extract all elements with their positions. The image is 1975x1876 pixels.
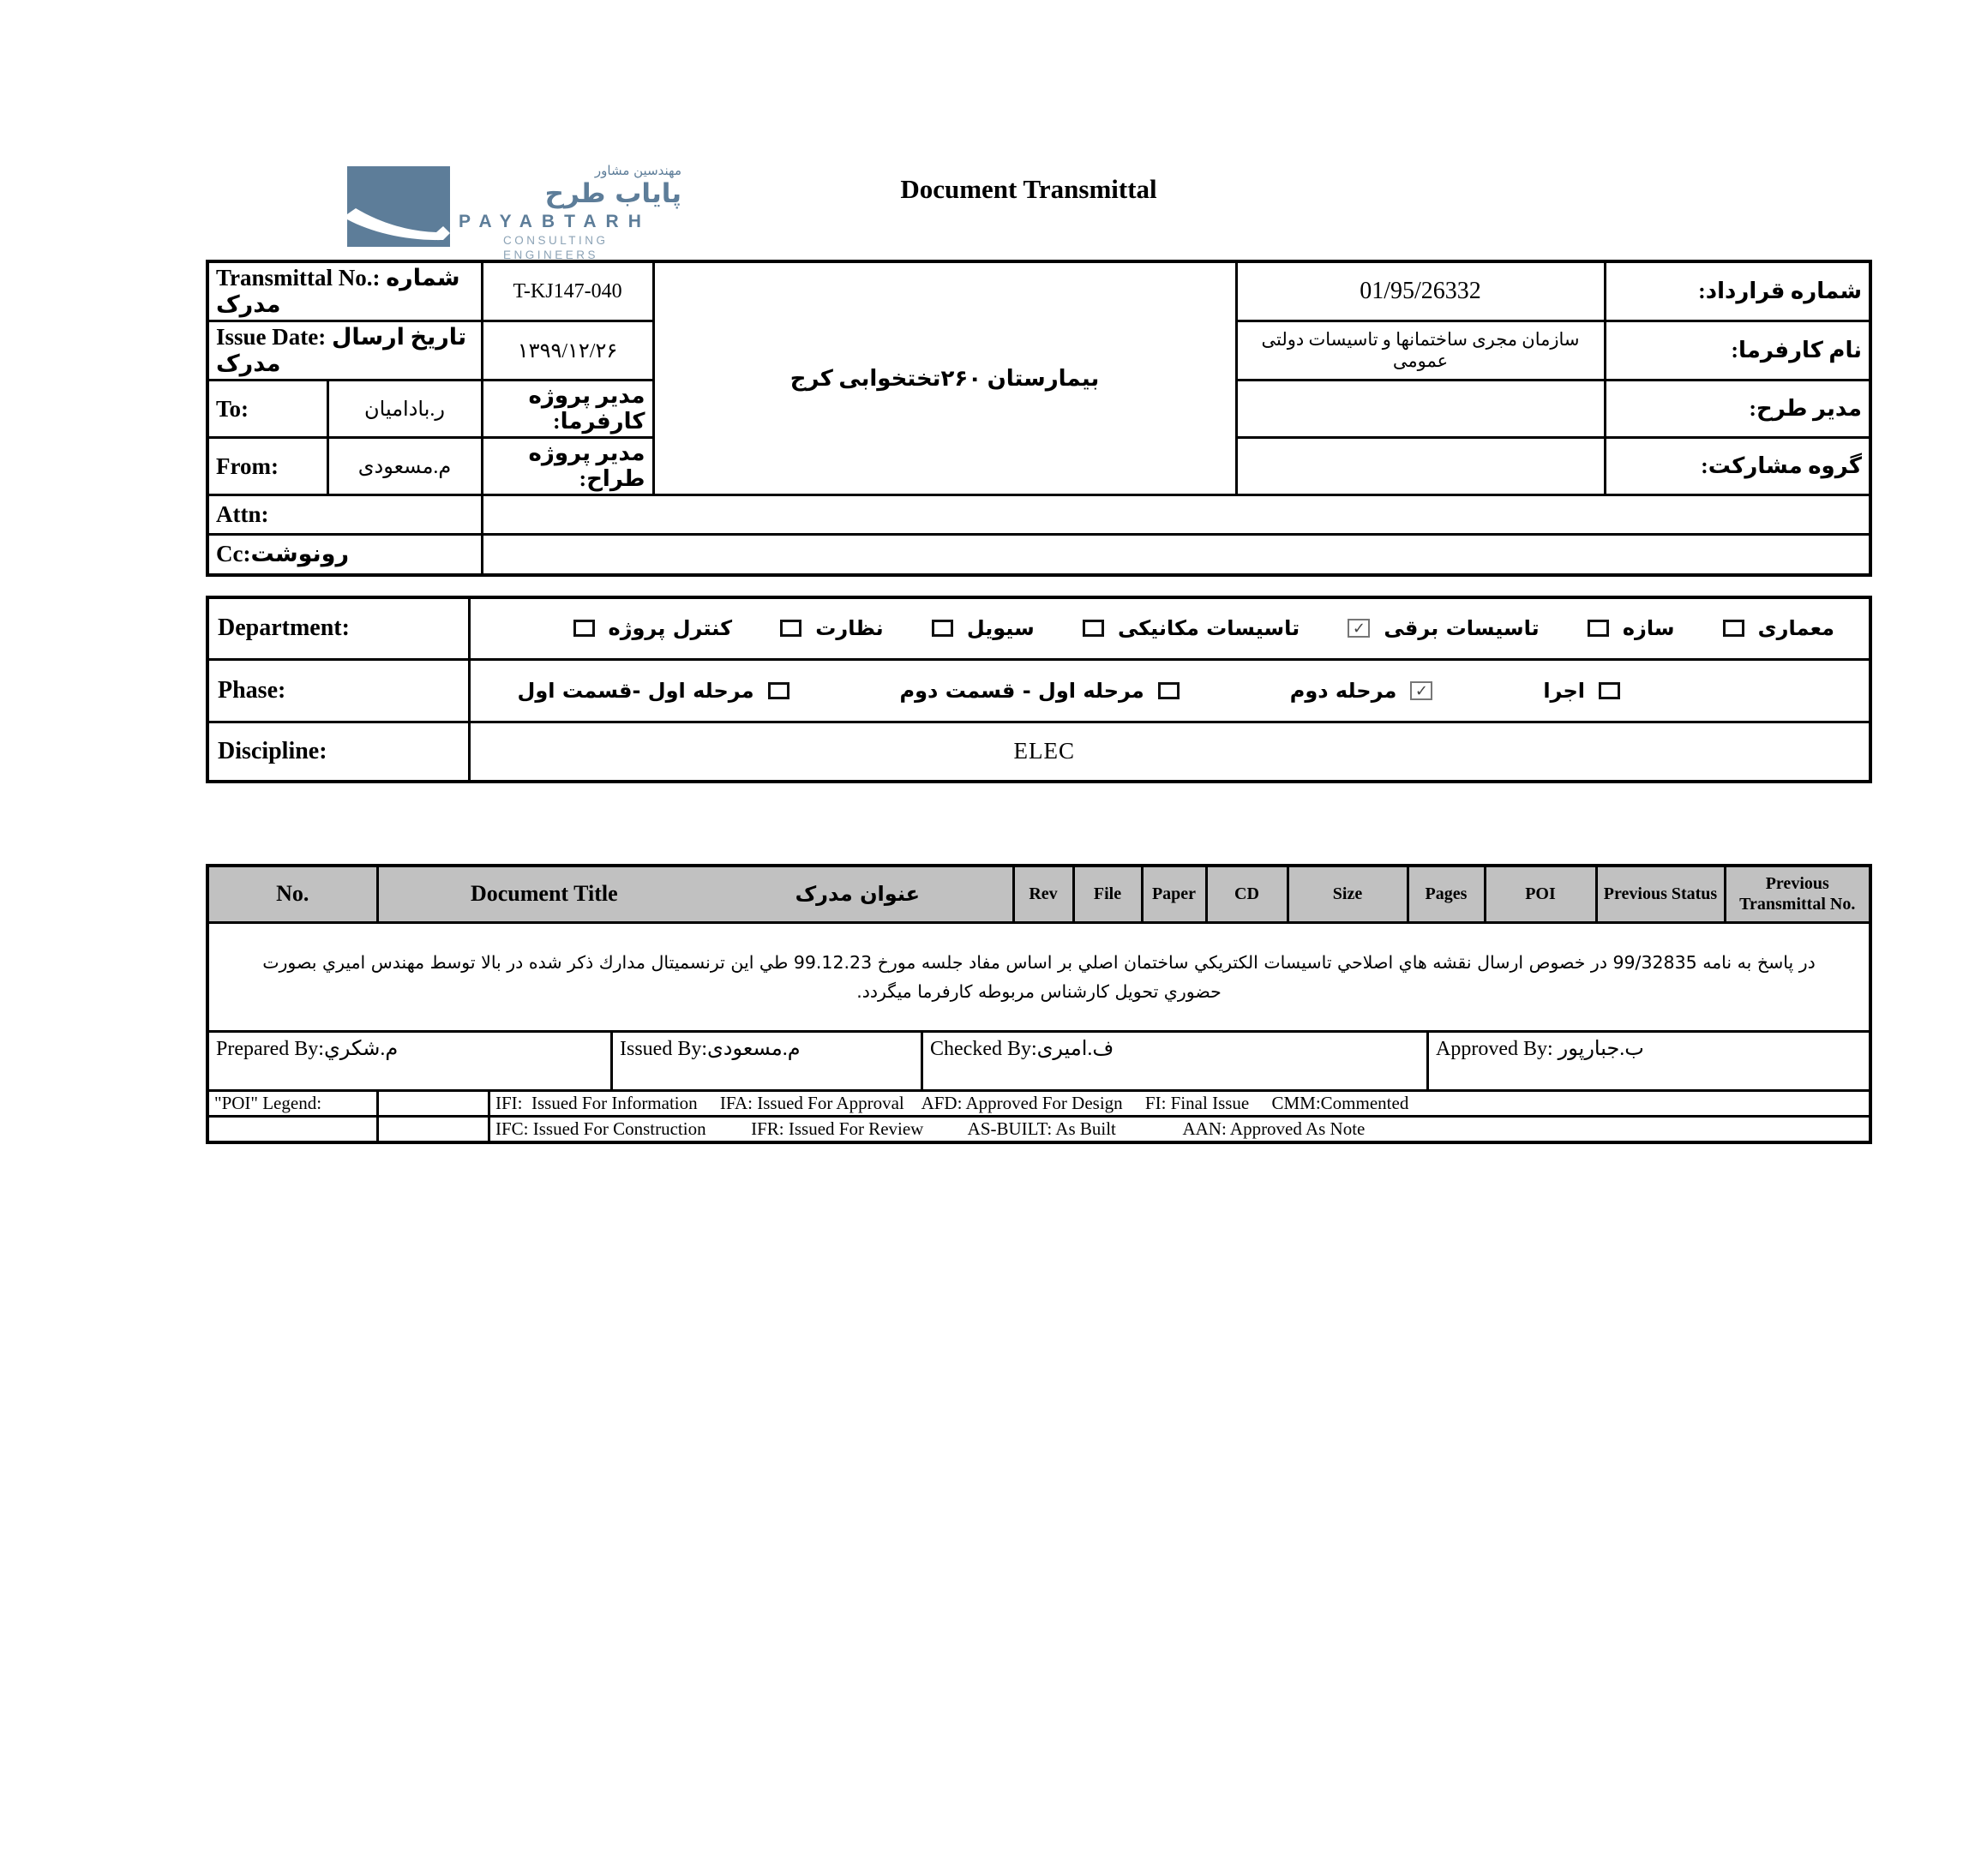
- col-header-rev: Rev: [1013, 866, 1073, 922]
- header-table: [206, 260, 1872, 577]
- design-manager-label: مدیر طرح:: [1605, 381, 1870, 438]
- checked-by: Checked By:ف.امیری: [921, 1033, 1426, 1089]
- logo-en-subtitle: CONSULTING ENGINEERS: [503, 234, 609, 261]
- col-header-prev-status: Previous Status: [1596, 866, 1725, 922]
- col-header-paper: Paper: [1142, 866, 1206, 922]
- client-name-label: نام کارفرما:: [1605, 321, 1870, 381]
- client-pm-label: مدیر پروژه کارفرما:: [482, 381, 653, 438]
- attn-label: Attn:: [207, 495, 482, 535]
- department-checkbox[interactable]: [1588, 620, 1609, 637]
- col-header-prev-transmittal: Previous Transmittal No.: [1725, 866, 1870, 922]
- col-header-title-fa: عنوان مدرک: [795, 882, 921, 907]
- department-option: [573, 616, 733, 640]
- phase-option: [518, 679, 789, 703]
- phase-checkbox[interactable]: [768, 682, 789, 699]
- poi-legend-spacer: [376, 1092, 488, 1115]
- issue-date-label: Issue Date: تاریخ ارسال مدرک: [207, 321, 482, 381]
- department-option: [1723, 616, 1834, 640]
- issued-by: Issued By:م.مسعودی: [610, 1033, 921, 1089]
- phase-option-label: مرحله اول -قسمت اول: [517, 678, 754, 703]
- page-title: Document Transmittal: [900, 174, 1157, 204]
- department-option: [1083, 616, 1300, 640]
- cc-value: [482, 535, 1870, 575]
- department-option: [1588, 616, 1675, 640]
- poi-legend-line-2: IFC: Issued For Construction IFR: Issued For Review AS-BUILT: As Built AAN: Approved As Note: [488, 1118, 1869, 1141]
- designer-pm-label: مدیر پروژه طراح:: [482, 438, 653, 495]
- department-option-label: معماری: [1757, 616, 1834, 641]
- department-option-label: سازه: [1622, 616, 1675, 641]
- phase-checkbox[interactable]: [1599, 682, 1620, 699]
- phase-options: [471, 679, 1870, 703]
- logo-text: [459, 163, 681, 262]
- department-option: [1348, 616, 1539, 640]
- contract-no-label: شماره قرارداد:: [1605, 261, 1870, 321]
- contract-no-value: 01/95/26332: [1236, 261, 1605, 321]
- attn-value: [482, 495, 1870, 535]
- poi-legend-row-2: [209, 1118, 1869, 1141]
- logo-fa-tagline: مهندسین مشاور: [594, 163, 681, 178]
- poi-legend-row-1: [209, 1092, 1869, 1115]
- transmittal-no-value: T-KJ147-040: [482, 261, 653, 321]
- col-header-pages: Pages: [1408, 866, 1485, 922]
- signature-row: [209, 1033, 1869, 1089]
- department-checkbox[interactable]: [1083, 620, 1104, 637]
- to-label: To:: [207, 381, 327, 438]
- project-name: بیمارستان ۲۶۰تختخوابی کرج: [653, 261, 1236, 495]
- issue-date-value: ۱۳۹۹/۱۲/۲۶: [482, 321, 653, 381]
- department-option: [932, 616, 1035, 640]
- department-option: [780, 616, 883, 640]
- transmittal-note: در پاسخ به نامه 99/32835 در خصوص ارسال نقشه هاي اصلاحي تاسيسات الكتريكي ساختمان اصلي بر اساس مفاد جلسه مورخ 99.12.23 طي اين ترنسميتال مدارك ذكر شده در بالا توسط مهندس اميري بصورت حضوري تحويل كارشناس مربوطه كارفرما ميگردد.: [207, 922, 1870, 1031]
- client-name-value: سازمان مجری ساختمانها و تاسیسات دولتی عمومی: [1236, 321, 1605, 381]
- phase-checkbox[interactable]: ✓: [1410, 681, 1432, 700]
- phase-option: [900, 679, 1180, 703]
- poi-legend-label: "POI" Legend:: [214, 1092, 322, 1113]
- classification-table: [206, 596, 1872, 783]
- department-checkbox[interactable]: [780, 620, 801, 637]
- discipline-value: ELEC: [469, 722, 1870, 782]
- poi-legend-line-1: IFI: Issued For Information IFA: Issued For Approval AFD: Approved For Design FI: Final Issue CMM:Commented: [488, 1092, 1869, 1115]
- company-logo: [347, 163, 690, 261]
- department-checkbox[interactable]: [932, 620, 953, 637]
- design-manager-value: [1236, 381, 1605, 438]
- transmittal-no-label: Transmittal No.: شماره مدرک: [207, 261, 482, 321]
- phase-label: Phase:: [207, 659, 469, 722]
- phase-option: [1543, 679, 1620, 703]
- logo-mark-icon: [347, 166, 450, 251]
- col-header-file: File: [1073, 866, 1142, 922]
- approved-by: Approved By: ب.جبارپور: [1426, 1033, 1869, 1089]
- logo-en-name: PAYABTARH: [459, 212, 651, 231]
- partnership-label: گروه مشارکت:: [1605, 438, 1870, 495]
- col-header-title-en: Document Title: [470, 881, 618, 907]
- department-label: Department:: [207, 597, 469, 659]
- department-option-label: نظارت: [815, 616, 884, 641]
- phase-option-label: مرحله دوم: [1289, 678, 1397, 703]
- col-header-title: [377, 866, 1013, 922]
- department-option-label: کنترل پروژه: [608, 616, 733, 641]
- logo-fa-name: پایاب طرح: [544, 178, 681, 209]
- department-options: [471, 616, 1870, 640]
- phase-option-label: مرحله اول - قسمت دوم: [899, 678, 1144, 703]
- department-option-label: سیویل: [966, 616, 1035, 641]
- department-checkbox[interactable]: ✓: [1348, 619, 1370, 638]
- phase-checkbox[interactable]: [1158, 682, 1180, 699]
- col-header-cd: CD: [1206, 866, 1288, 922]
- cc-label: Cc:رونوشت: [207, 535, 482, 575]
- to-value: ر.بادامیان: [327, 381, 482, 438]
- department-checkbox[interactable]: [573, 620, 595, 637]
- col-header-poi: POI: [1485, 866, 1596, 922]
- document-table-header-row: [207, 866, 1870, 922]
- document-table: [206, 864, 1872, 1144]
- from-value: م.مسعودی: [327, 438, 482, 495]
- partnership-value: [1236, 438, 1605, 495]
- prepared-by: Prepared By:م.شكري: [216, 1037, 399, 1060]
- col-header-no: No.: [207, 866, 377, 922]
- col-header-size: Size: [1288, 866, 1408, 922]
- phase-option-label: اجرا: [1543, 678, 1585, 703]
- department-option-label: تاسیسات برقی: [1384, 616, 1540, 641]
- discipline-label: Discipline:: [207, 722, 469, 782]
- department-option-label: تاسیسات مکانیکی: [1117, 616, 1300, 641]
- phase-option: [1290, 679, 1433, 703]
- from-label: From:: [207, 438, 327, 495]
- department-checkbox[interactable]: [1723, 620, 1744, 637]
